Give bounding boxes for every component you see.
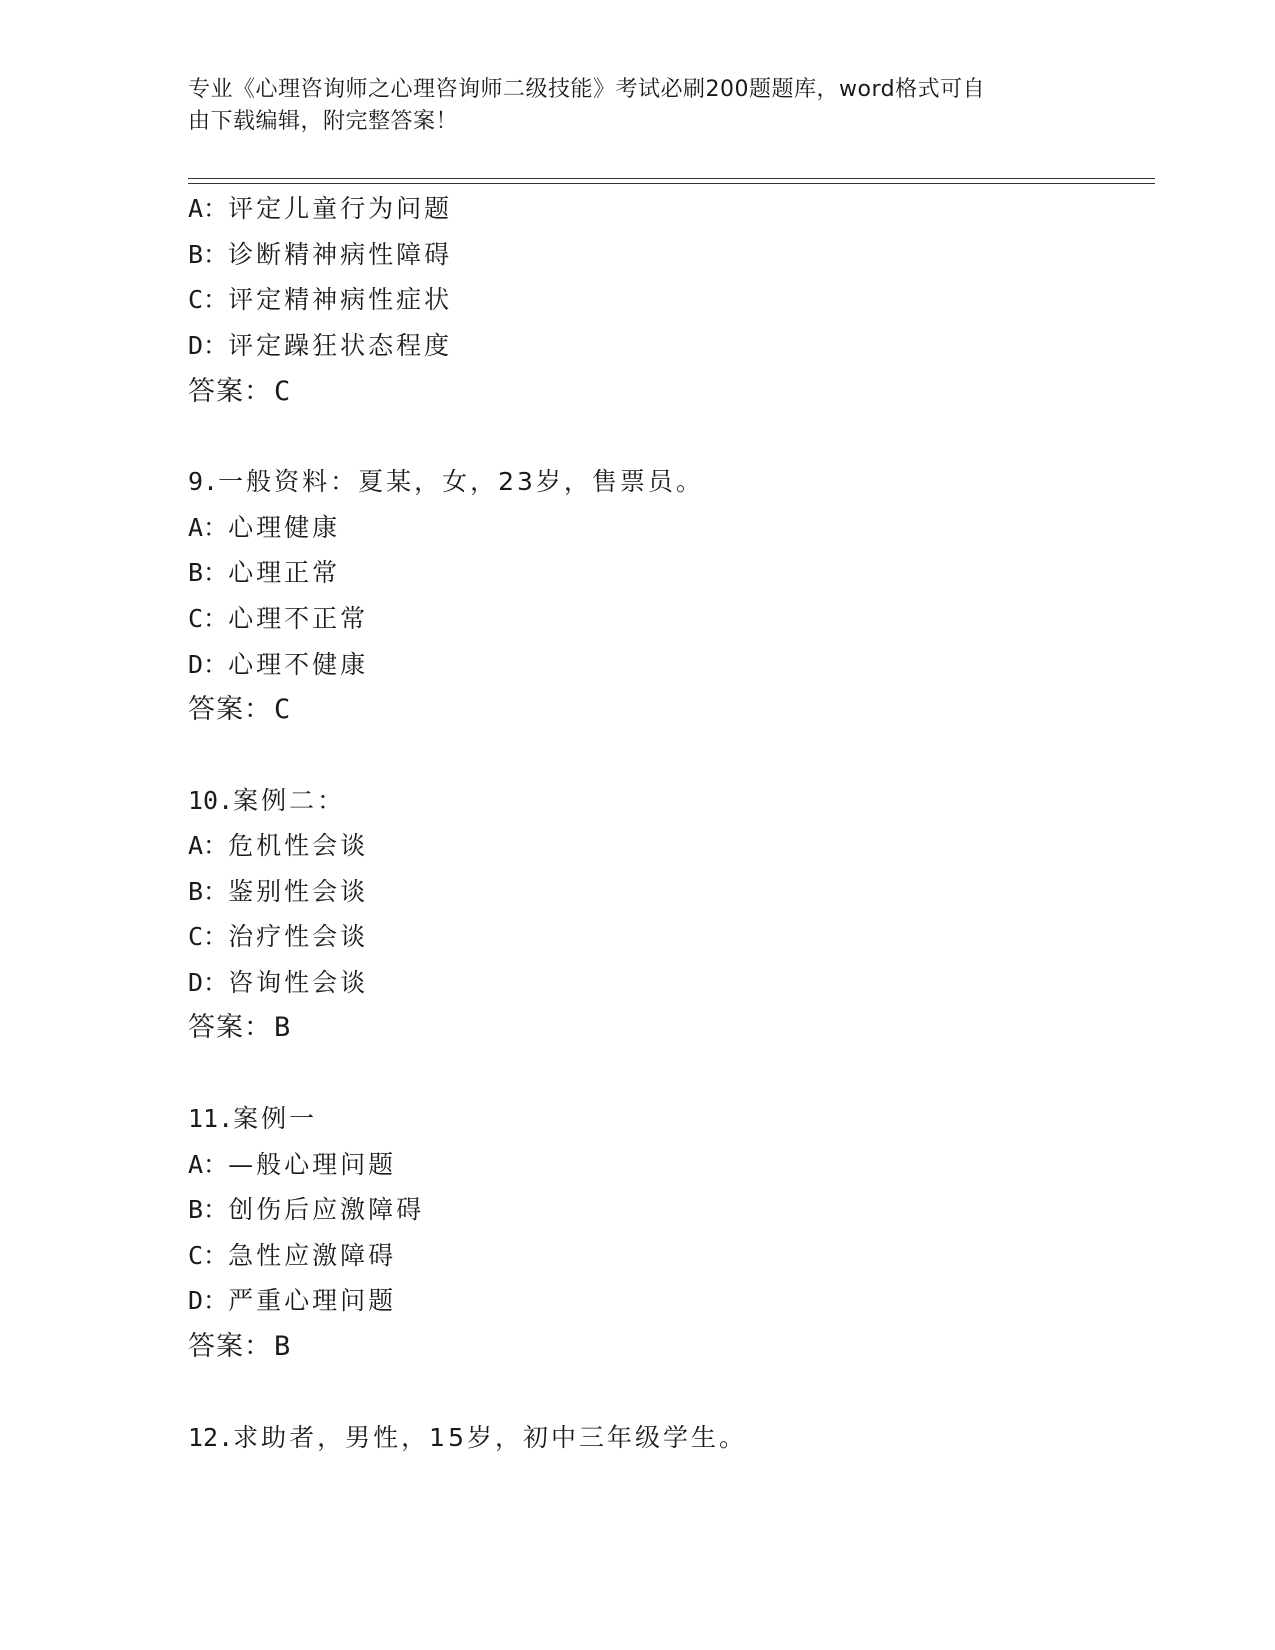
option-letter: D： (188, 968, 229, 997)
option-letter: C： (188, 604, 229, 633)
option-text: 诊断精神病性障碍 (228, 240, 453, 269)
answer-value: B (274, 1331, 292, 1362)
option-letter: B： (188, 240, 229, 269)
option-text: 创伤后应激障碍 (228, 1195, 425, 1224)
answer-row (188, 1332, 291, 1362)
header-divider-top (188, 178, 1155, 179)
answer-label: 答案： (188, 376, 272, 407)
option-text: 评定精神病性症状 (228, 285, 453, 314)
option-text: 评定躁狂状态程度 (228, 331, 453, 360)
option-row (188, 513, 340, 543)
question-stem (188, 786, 345, 816)
option-row (188, 1150, 396, 1180)
question-text: 案例一 (233, 1104, 318, 1133)
answer-value: C (274, 694, 292, 725)
answer-value: C (274, 376, 292, 407)
option-letter: C： (188, 285, 229, 314)
option-text: 危机性会谈 (228, 831, 369, 860)
option-text: 鉴别性会谈 (228, 877, 369, 906)
option-row (188, 650, 368, 680)
option-text: 心理不健康 (228, 650, 369, 679)
option-text: 咨询性会谈 (228, 968, 369, 997)
option-letter: C： (188, 1241, 229, 1270)
option-text: 治疗性会谈 (228, 922, 369, 951)
option-letter: C： (188, 922, 229, 951)
question-text: 案例二： (233, 786, 346, 815)
option-row (188, 1241, 396, 1271)
option-text: 心理正常 (228, 558, 341, 587)
question-text: 一般资料：夏某，女，23岁，售票员。 (218, 467, 704, 496)
option-letter: B： (188, 558, 229, 587)
document-header (188, 74, 1068, 138)
option-text: 心理不正常 (228, 604, 369, 633)
answer-row (188, 377, 291, 407)
option-letter: D： (188, 331, 229, 360)
question-text: 求助者，男性，15岁，初中三年级学生。 (233, 1423, 747, 1452)
option-row (188, 877, 368, 907)
option-text: 心理健康 (228, 513, 341, 542)
header-line-1: 专业《心理咨询师之心理咨询师二级技能》考试必刷200题题库，word格式可自 (188, 77, 986, 102)
question-number: 10. (188, 786, 234, 815)
option-row (188, 1286, 396, 1316)
question-stem (188, 467, 704, 497)
option-letter: A： (188, 831, 229, 860)
option-letter: A： (188, 194, 229, 223)
header-line-2: 由下载编辑，附完整答案！ (188, 109, 459, 134)
answer-value: B (274, 1012, 292, 1043)
option-row (188, 968, 368, 998)
option-text: 评定儿童行为问题 (228, 194, 453, 223)
option-row (188, 240, 452, 270)
option-letter: A： (188, 513, 229, 542)
option-row (188, 558, 340, 588)
option-row (188, 285, 452, 315)
option-text: 严重心理问题 (228, 1286, 397, 1315)
option-text: 急性应激障碍 (228, 1241, 397, 1270)
question-stem (188, 1104, 317, 1134)
question-number: 11. (188, 1104, 234, 1133)
answer-label: 答案： (188, 694, 272, 725)
question-number: 9. (188, 467, 219, 496)
option-row (188, 604, 368, 634)
option-row (188, 1195, 424, 1225)
option-row (188, 831, 368, 861)
question-number: 12. (188, 1423, 234, 1452)
option-row (188, 331, 452, 361)
option-letter: B： (188, 877, 229, 906)
option-text: —般心理问题 (228, 1150, 397, 1179)
option-row (188, 194, 452, 224)
answer-label: 答案： (188, 1012, 272, 1043)
option-letter: D： (188, 650, 229, 679)
option-letter: A： (188, 1150, 229, 1179)
option-letter: D： (188, 1286, 229, 1315)
option-row (188, 922, 368, 952)
question-stem (188, 1423, 747, 1453)
header-divider-bottom (188, 183, 1155, 184)
answer-label: 答案： (188, 1331, 272, 1362)
answer-row (188, 695, 291, 725)
answer-row (188, 1013, 291, 1043)
option-letter: B： (188, 1195, 229, 1224)
